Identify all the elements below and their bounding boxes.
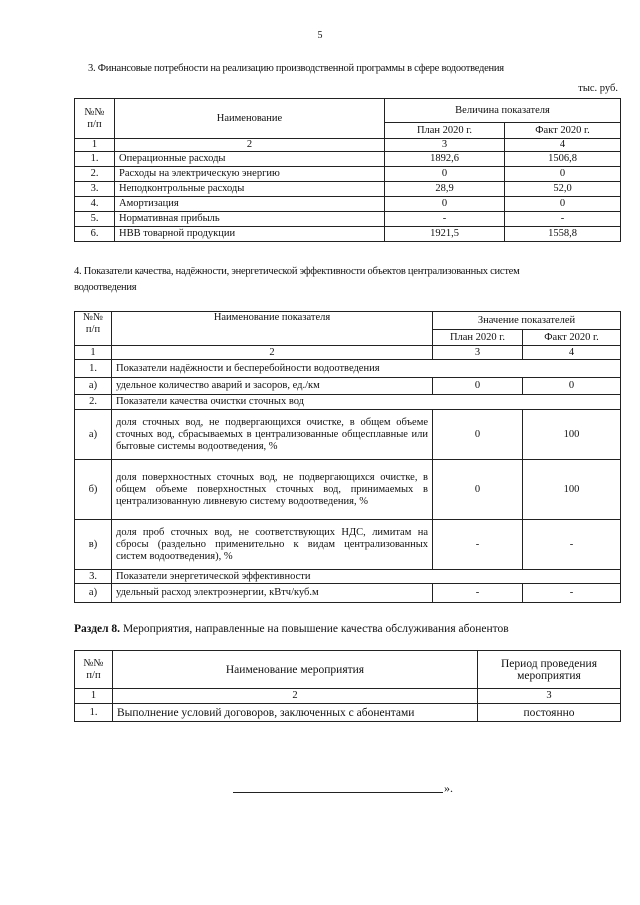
row-num: в) bbox=[75, 520, 112, 570]
row-fact: 100 bbox=[523, 460, 621, 520]
col-number: 1 bbox=[75, 139, 115, 152]
header-fact: Факт 2020 г. bbox=[523, 330, 621, 346]
closing-quote: ». bbox=[444, 781, 453, 795]
col-number: 3 bbox=[433, 346, 523, 360]
page-number: 5 bbox=[317, 30, 323, 41]
header-name: Наименование показателя bbox=[112, 312, 433, 346]
row-fact: 1558,8 bbox=[505, 227, 621, 242]
row-fact: 0 bbox=[505, 197, 621, 212]
col-number: 2 bbox=[112, 346, 433, 360]
section8-label: Раздел 8. bbox=[74, 623, 121, 635]
row-name: Неподконтрольные расходы bbox=[115, 182, 385, 197]
col-number: 2 bbox=[115, 139, 385, 152]
row-name: Операционные расходы bbox=[115, 152, 385, 167]
row-num: 4. bbox=[75, 197, 115, 212]
col-number: 4 bbox=[505, 139, 621, 152]
group-title: Показатели энергетической эффективности bbox=[112, 570, 621, 584]
financial-needs-table bbox=[74, 98, 621, 242]
header-value-group: Значение показателей bbox=[433, 312, 621, 330]
col-number: 1 bbox=[75, 346, 112, 360]
group-title: Показатели качества очистки сточных вод bbox=[112, 395, 621, 410]
row-plan: - bbox=[433, 520, 523, 570]
row-plan: 0 bbox=[433, 378, 523, 395]
row-name: Нормативная прибыль bbox=[115, 212, 385, 227]
row-fact: 100 bbox=[523, 410, 621, 460]
col-number: 1 bbox=[75, 689, 113, 704]
table-row bbox=[75, 584, 621, 603]
header-plan: План 2020 г. bbox=[433, 330, 523, 346]
header-num: №№ п/п bbox=[75, 651, 113, 689]
row-plan: 0 bbox=[385, 167, 505, 182]
row-num: а) bbox=[75, 378, 112, 395]
row-num: 6. bbox=[75, 227, 115, 242]
row-name: Амортизация bbox=[115, 197, 385, 212]
row-name: доля поверхностных сточных вод, не подвергающихся очистке, в общем объеме поверхностных сточных вод, принимаемых в централизованную ливневую систему водоотведения, % bbox=[112, 460, 433, 520]
row-num: 5. bbox=[75, 212, 115, 227]
header-name: Наименование мероприятия bbox=[113, 651, 478, 689]
section8-heading bbox=[74, 623, 509, 635]
col-number: 3 bbox=[478, 689, 621, 704]
row-period: постоянно bbox=[478, 704, 621, 722]
row-plan: 1921,5 bbox=[385, 227, 505, 242]
row-num: б) bbox=[75, 460, 112, 520]
header-plan: План 2020 г. bbox=[385, 123, 505, 139]
row-plan: 0 bbox=[433, 460, 523, 520]
header-num: №№ п/п bbox=[75, 99, 115, 139]
row-plan: - bbox=[433, 584, 523, 603]
col-number: 4 bbox=[523, 346, 621, 360]
section4-heading-line1: 4. Показатели качества, надёжности, энергетической эффективности объектов централизованных систем bbox=[74, 266, 520, 277]
group-row bbox=[75, 570, 621, 584]
row-plan: 0 bbox=[385, 197, 505, 212]
col-number: 3 bbox=[385, 139, 505, 152]
row-fact: - bbox=[523, 520, 621, 570]
section3-unit: тыс. руб. bbox=[578, 83, 618, 94]
row-num: 3. bbox=[75, 182, 115, 197]
section4-heading-line2: водоотведения bbox=[74, 282, 137, 293]
row-name: НВВ товарной продукции bbox=[115, 227, 385, 242]
table-row bbox=[75, 704, 621, 722]
row-plan: 0 bbox=[433, 410, 523, 460]
section8-title: Мероприятия, направленные на повышение качества обслуживания абонентов bbox=[120, 623, 509, 635]
table-row bbox=[75, 410, 621, 460]
col-number: 2 bbox=[113, 689, 478, 704]
row-name: удельное количество аварий и засоров, ед./км bbox=[112, 378, 433, 395]
group-num: 3. bbox=[75, 570, 112, 584]
group-title: Показатели надёжности и бесперебойности водоотведения bbox=[112, 360, 621, 378]
table-row bbox=[75, 182, 621, 197]
row-fact: 1506,8 bbox=[505, 152, 621, 167]
row-num: 1. bbox=[75, 152, 115, 167]
row-num: 2. bbox=[75, 167, 115, 182]
customer-service-table bbox=[74, 650, 621, 722]
group-row bbox=[75, 395, 621, 410]
quality-indicators-table bbox=[74, 311, 621, 603]
row-plan: 1892,6 bbox=[385, 152, 505, 167]
header-fact: Факт 2020 г. bbox=[505, 123, 621, 139]
table-row bbox=[75, 378, 621, 395]
table-row bbox=[75, 212, 621, 227]
table-row bbox=[75, 460, 621, 520]
header-num: №№ п/п bbox=[75, 312, 112, 346]
header-period: Период проведения мероприятия bbox=[478, 651, 621, 689]
signature-line bbox=[233, 792, 443, 793]
row-num: 1. bbox=[75, 704, 113, 722]
group-num: 2. bbox=[75, 395, 112, 410]
row-name: Выполнение условий договоров, заключенных с абонентами bbox=[113, 704, 478, 722]
row-num: а) bbox=[75, 410, 112, 460]
table-row bbox=[75, 167, 621, 182]
row-fact: 52,0 bbox=[505, 182, 621, 197]
table-row bbox=[75, 520, 621, 570]
table-row bbox=[75, 197, 621, 212]
row-fact: - bbox=[523, 584, 621, 603]
row-num: а) bbox=[75, 584, 112, 603]
row-plan: 28,9 bbox=[385, 182, 505, 197]
row-name: доля сточных вод, не подвергающихся очистке, в общем объеме сточных вод, сбрасываемых в централизованные общесплавные или бытовые системы водоотведения, % bbox=[112, 410, 433, 460]
group-row bbox=[75, 360, 621, 378]
row-fact: 0 bbox=[523, 378, 621, 395]
table-row bbox=[75, 227, 621, 242]
table-row bbox=[75, 152, 621, 167]
row-name: удельный расход электроэнергии, кВтч/куб.м bbox=[112, 584, 433, 603]
row-name: доля проб сточных вод, не соответствующих НДС, лимитам на сбросы (раздельно применительно к видам централизованных систем водоотведения), % bbox=[112, 520, 433, 570]
row-plan: - bbox=[385, 212, 505, 227]
header-name: Наименование bbox=[115, 99, 385, 139]
row-name: Расходы на электрическую энергию bbox=[115, 167, 385, 182]
group-num: 1. bbox=[75, 360, 112, 378]
row-fact: 0 bbox=[505, 167, 621, 182]
header-value-group: Величина показателя bbox=[385, 99, 621, 123]
section3-heading: 3. Финансовые потребности на реализацию производственной программы в сфере водоотведения bbox=[88, 63, 504, 74]
row-fact: - bbox=[505, 212, 621, 227]
